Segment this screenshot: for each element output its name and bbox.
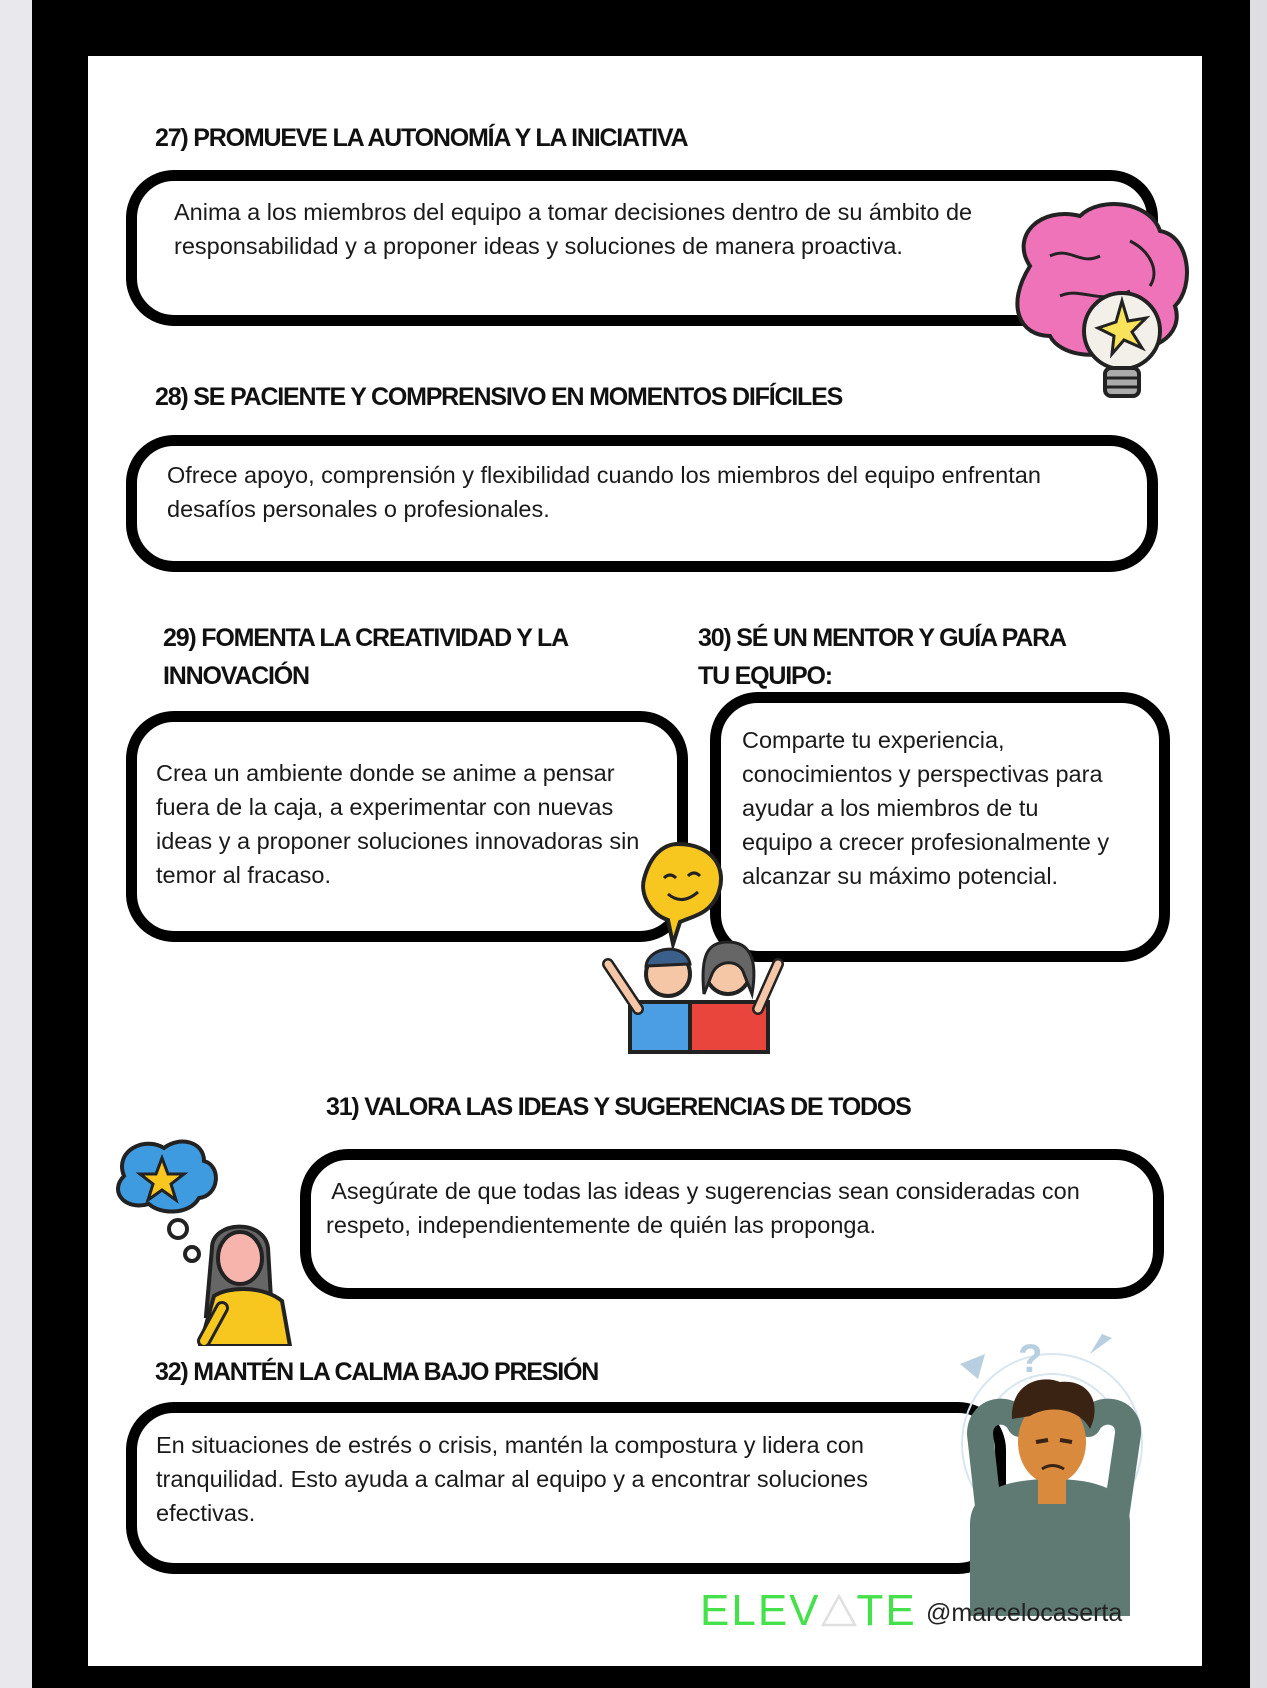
brand-text: TE <box>856 1586 917 1635</box>
section-30-title <box>698 619 1066 695</box>
text-line: Asegúrate de que todas las ideas y sugerencias sean consideradas con <box>326 1178 1080 1204</box>
text-line: Anima a los miembros del equipo a tomar decisiones dentro de su ámbito de <box>174 199 973 225</box>
thinking-woman-icon <box>104 1136 294 1346</box>
brand-text: ELEV <box>700 1586 821 1635</box>
section-29-text <box>156 756 639 892</box>
text-line: En situaciones de estrés o crisis, mantén la compostura y lidera con <box>156 1432 864 1458</box>
text-line: fuera de la caja, a experimentar con nuevas <box>156 794 614 820</box>
section-27-title: 27) PROMUEVE LA AUTONOMÍA Y LA INICIATIVA <box>155 124 688 152</box>
text-line: Ofrece apoyo, comprensión y flexibilidad cuando los miembros del equipo enfrentan <box>167 462 1041 488</box>
section-28-text <box>167 458 1041 526</box>
section-32-title: 32) MANTÉN LA CALMA BAJO PRESIÓN <box>155 1358 599 1386</box>
text-line: equipo a crecer profesionalmente y <box>742 829 1110 855</box>
text-line: ayudar a los miembros de tu <box>742 795 1039 821</box>
text-line: Comparte tu experiencia, <box>742 727 1005 753</box>
section-32-text <box>156 1428 868 1530</box>
title-line: 29) FOMENTA LA CREATIVIDAD Y LA <box>163 624 568 652</box>
section-28-title: 28) SE PACIENTE Y COMPRENSIVO EN MOMENTOS DIFÍCILES <box>155 383 843 411</box>
svg-text:?: ? <box>1018 1337 1043 1381</box>
author-handle: @marcelocaserta <box>926 1599 1123 1627</box>
section-27-text <box>174 195 972 263</box>
brand-logo <box>700 1586 917 1636</box>
text-line: temor al fracaso. <box>156 862 332 888</box>
title-line: INNOVACIÓN <box>163 662 309 690</box>
section-31-title: 31) VALORA LAS IDEAS Y SUGERENCIAS DE TODOS <box>326 1093 911 1121</box>
title-line: TU EQUIPO: <box>698 662 832 690</box>
text-line: tranquilidad. Esto ayuda a calmar al equipo y a encontrar soluciones <box>156 1466 868 1492</box>
section-31-text <box>326 1174 1080 1242</box>
text-line: desafíos personales o profesionales. <box>167 496 550 522</box>
text-line: responsabilidad y a proponer ideas y soluciones de manera proactiva. <box>174 233 903 259</box>
brain-lightbulb-icon <box>1000 196 1192 426</box>
triangle-logo-icon <box>821 1593 857 1627</box>
team-celebration-icon <box>568 834 788 1054</box>
text-line: efectivas. <box>156 1500 256 1526</box>
text-line: ideas y a proponer soluciones innovadoras sin <box>156 828 640 854</box>
viewer-edge <box>1250 0 1267 1688</box>
text-line: conocimientos y perspectivas para <box>742 761 1103 787</box>
text-line: Crea un ambiente donde se anime a pensar <box>156 760 615 786</box>
text-line: respeto, independientemente de quién las proponga. <box>326 1212 877 1238</box>
section-30-text <box>742 723 1109 893</box>
section-29-title <box>163 619 568 695</box>
text-line: alcanzar su máximo potencial. <box>742 863 1059 889</box>
document-page <box>88 56 1202 1666</box>
stressed-man-icon <box>940 1324 1160 1616</box>
title-line: 30) SÉ UN MENTOR Y GUÍA PARA <box>698 624 1066 652</box>
